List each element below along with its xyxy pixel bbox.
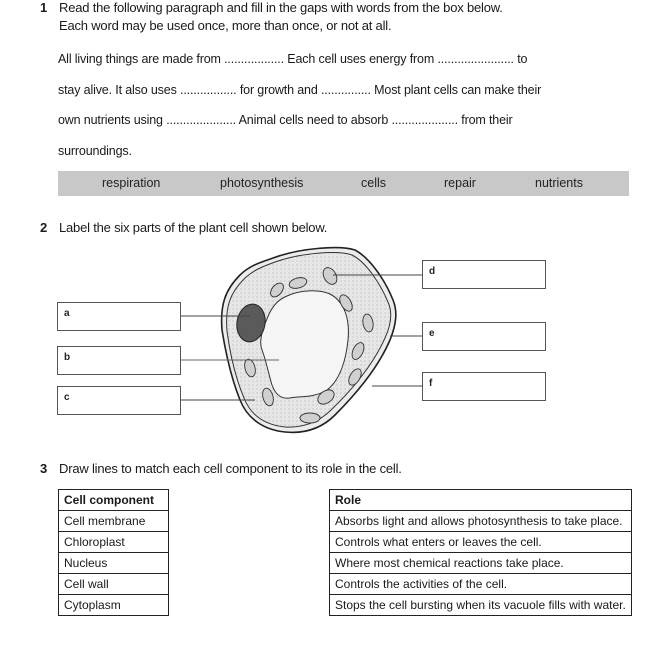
text: from their xyxy=(457,113,513,127)
vacuole xyxy=(261,291,349,398)
label-box-a[interactable] xyxy=(57,302,181,331)
gap-6[interactable]: .................... xyxy=(391,113,458,127)
label-d: d xyxy=(429,266,436,277)
text: for growth and xyxy=(236,83,321,97)
word-respiration: respiration xyxy=(102,176,161,190)
component-cell-wall[interactable]: Cell wall xyxy=(59,574,169,595)
question-1-number: 1 xyxy=(40,0,48,15)
question-2-number: 2 xyxy=(40,220,48,235)
gap-4[interactable]: .............. xyxy=(320,83,368,97)
gap-5[interactable]: .................... xyxy=(166,113,233,127)
text: surroundings. xyxy=(58,144,132,158)
text: . Most plant cells can make their xyxy=(367,83,542,97)
role-2[interactable]: Controls what enters or leaves the cell. xyxy=(330,532,632,553)
label-e: e xyxy=(429,328,435,339)
label-f: f xyxy=(429,378,433,389)
label-box-c[interactable] xyxy=(57,386,181,415)
component-chloroplast[interactable]: Chloroplast xyxy=(59,532,169,553)
role-1[interactable]: Absorbs light and allows photosynthesis to take place. xyxy=(330,511,632,532)
word-nutrients: nutrients xyxy=(535,176,583,190)
label-c: c xyxy=(64,392,70,403)
text: . Each cell uses energy from xyxy=(280,52,438,66)
gap-3[interactable]: ................. xyxy=(180,83,237,97)
role-4[interactable]: Controls the activities of the cell. xyxy=(330,574,632,595)
word-cells: cells xyxy=(361,176,387,190)
text: own nutrients using xyxy=(58,113,167,127)
question-1-instruction: Read the following paragraph and fill in the gaps with words from the box below. xyxy=(59,0,503,15)
gap-1[interactable]: ................. xyxy=(224,52,281,66)
word-photosynthesis: photosynthesis xyxy=(220,176,304,190)
question-2-instruction: Label the six parts of the plant cell shown below. xyxy=(59,220,328,235)
question-1-instruction-2: Each word may be used once, more than once, or not at all. xyxy=(59,18,392,33)
roles-header: Role xyxy=(330,490,632,511)
label-box-e[interactable] xyxy=(422,322,546,351)
component-cell-membrane[interactable]: Cell membrane xyxy=(59,511,169,532)
role-3[interactable]: Where most chemical reactions take place. xyxy=(330,553,632,574)
label-box-b[interactable] xyxy=(57,346,181,375)
text: All living things are made from xyxy=(58,52,225,66)
component-nucleus[interactable]: Nucleus xyxy=(59,553,169,574)
components-table xyxy=(58,489,169,616)
label-a: a xyxy=(64,308,70,319)
component-cytoplasm[interactable]: Cytoplasm xyxy=(59,595,169,616)
roles-table xyxy=(329,489,632,616)
label-b: b xyxy=(64,352,71,363)
components-header: Cell component xyxy=(59,490,169,511)
question-3-instruction: Draw lines to match each cell component to its role in the cell. xyxy=(59,461,402,476)
role-5[interactable]: Stops the cell bursting when its vacuole fills with water. xyxy=(330,595,632,616)
text: to xyxy=(513,52,528,66)
word-repair: repair xyxy=(444,176,476,190)
text: . Animal cells need to absorb xyxy=(232,113,392,127)
label-box-d[interactable] xyxy=(422,260,546,289)
question-3-number: 3 xyxy=(40,461,48,476)
gap-2[interactable]: ....................... xyxy=(437,52,514,66)
label-box-f[interactable] xyxy=(422,372,546,401)
text: stay alive. It also uses xyxy=(58,83,181,97)
